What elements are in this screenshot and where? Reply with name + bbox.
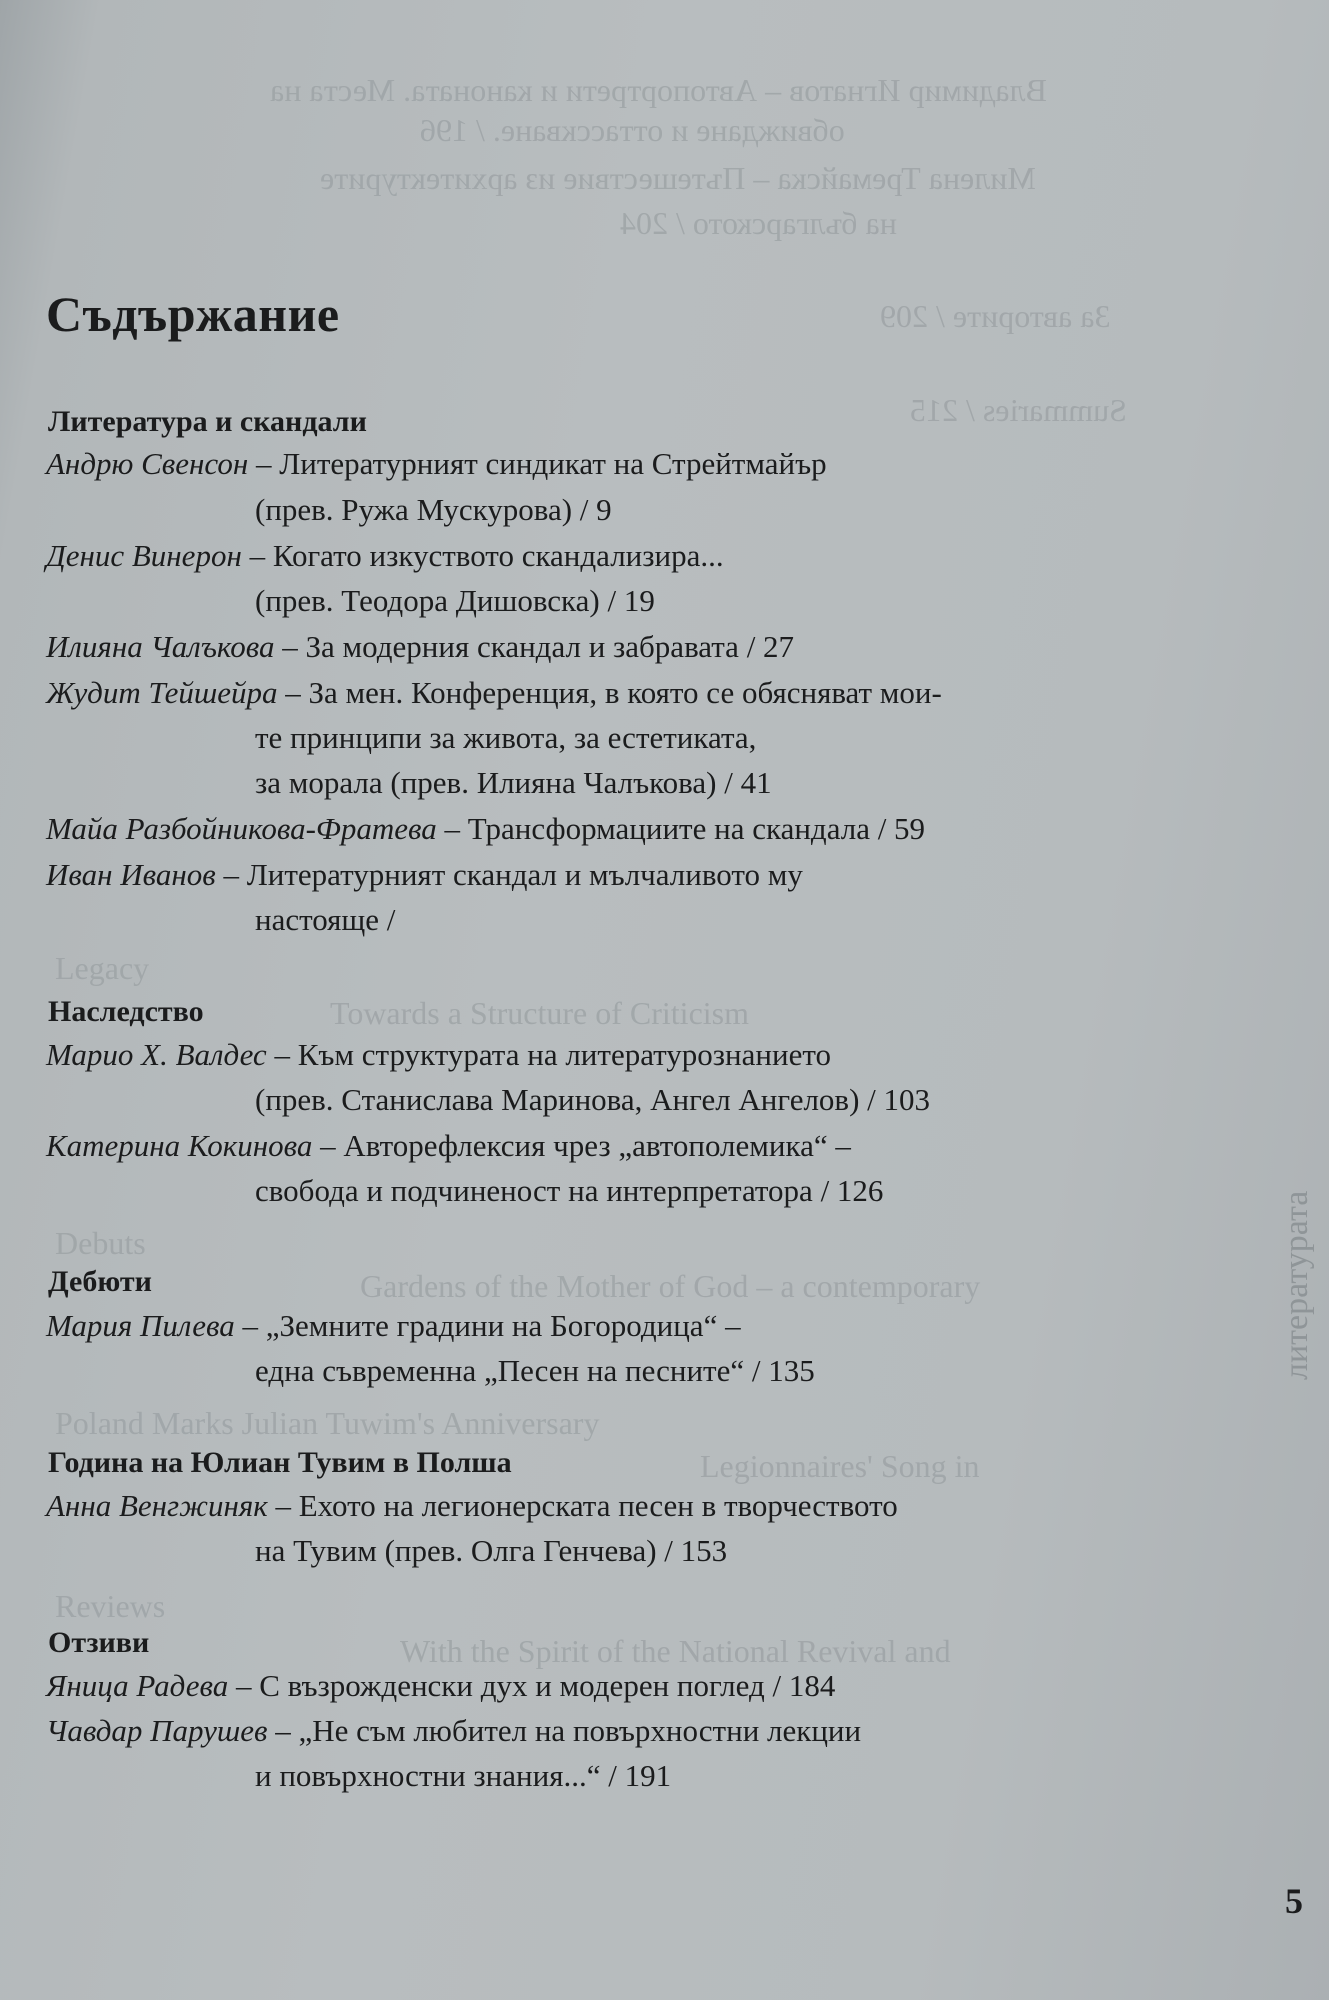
entry-author: Марио Х. Валдес bbox=[46, 1037, 267, 1072]
show-through-vertical: литературата bbox=[1278, 1190, 1315, 1380]
entry-continuation: за морала (прев. Илияна Чалъкова) / 41 bbox=[255, 765, 772, 800]
entry-title: „Не съм любител на повърхностни лекции bbox=[298, 1713, 862, 1748]
entry-dash: – bbox=[215, 857, 247, 892]
entry-title: Литературният синдикат на Стрейтмайър bbox=[279, 446, 827, 481]
entry-continuation: (прев. Теодора Дишовска) / 19 bbox=[255, 583, 655, 618]
show-through-line: на българското / 204 bbox=[620, 205, 897, 241]
entry-author: Яница Радева bbox=[46, 1668, 229, 1703]
section-title: Отзиви bbox=[48, 1626, 150, 1659]
entry-continuation: една съвременна „Песен на песните“ / 135 bbox=[255, 1353, 815, 1388]
entry-author: Майа Разбойникова-Фратева bbox=[46, 811, 437, 846]
entry-dash: – bbox=[267, 1488, 299, 1523]
entry-author: Иван Иванов bbox=[46, 857, 216, 892]
toc-entry bbox=[46, 1037, 831, 1073]
entry-continuation: (прев. Станислава Маринова, Ангел Ангелов) / 103 bbox=[255, 1082, 931, 1117]
entry-dash: – bbox=[234, 1308, 266, 1343]
entry-dash: – bbox=[228, 1668, 260, 1703]
show-through-line: Gardens of the Mother of God – a contemporary bbox=[360, 1268, 981, 1304]
toc-entry bbox=[46, 629, 794, 665]
entry-author: Андрю Свенсон bbox=[46, 446, 249, 481]
entry-title: За мен. Конференция, в която се обясняват мои- bbox=[308, 675, 942, 710]
entry-title: Към структурата на литературознанието bbox=[297, 1037, 831, 1072]
section-title: Литература и скандали bbox=[48, 405, 367, 438]
toc-entry bbox=[46, 1668, 835, 1704]
toc-entry bbox=[46, 1128, 851, 1164]
toc-entry bbox=[46, 1488, 898, 1524]
entry-continuation: и повърхностни знания...“ / 191 bbox=[255, 1758, 672, 1793]
entry-continuation: (прев. Ружа Мускурова) / 9 bbox=[255, 492, 612, 527]
entry-dash: – bbox=[266, 1037, 298, 1072]
entry-continuation: свобода и подчиненост на интерпретатора / 126 bbox=[255, 1173, 884, 1208]
toc-entry bbox=[46, 1308, 741, 1344]
show-through-line: обвиждане и оттасскване. / 196 bbox=[420, 112, 845, 148]
entry-dash: – bbox=[312, 1128, 344, 1163]
entry-title: С възрожденски дух и модерен поглед / 184 bbox=[259, 1668, 836, 1703]
entry-dash: – bbox=[436, 811, 468, 846]
show-through-line: Legacy bbox=[55, 950, 150, 986]
toc-entry bbox=[46, 538, 724, 574]
toc-entry bbox=[46, 811, 925, 847]
entry-author: Денис Винерон bbox=[46, 538, 242, 573]
toc-entry bbox=[46, 675, 942, 711]
entry-dash: – bbox=[248, 446, 280, 481]
entry-dash: – bbox=[274, 629, 306, 664]
show-through-line: Summaries / 215 bbox=[910, 392, 1127, 428]
entry-author: Катерина Кокинова bbox=[46, 1128, 313, 1163]
show-through-line: Владимир Игнатов – Автопортрети и каноната. Места на bbox=[270, 72, 1047, 108]
entry-title: Авторефлексия чрез „автополемика“ – bbox=[343, 1128, 851, 1163]
page-title: Съдържание bbox=[46, 286, 340, 342]
entry-dash: – bbox=[267, 1713, 299, 1748]
entry-title: Ехото на легионерската песен в творчеството bbox=[298, 1488, 898, 1523]
entry-author: Анна Венгжиняк bbox=[46, 1488, 268, 1523]
section-title: Година на Юлиан Тувим в Полша bbox=[48, 1446, 512, 1479]
entry-continuation: настояще / bbox=[255, 902, 396, 937]
entry-dash: – bbox=[241, 538, 273, 573]
show-through-line: Towards a Structure of Criticism bbox=[330, 995, 749, 1031]
toc-entry bbox=[46, 857, 803, 893]
entry-continuation: на Тувим (прев. Олга Генчева) / 153 bbox=[255, 1533, 728, 1568]
entry-title: „Земните градини на Богородица“ – bbox=[265, 1308, 741, 1343]
show-through-line: За авторите / 209 bbox=[880, 298, 1111, 334]
entry-author: Илияна Чалъкова bbox=[46, 629, 275, 664]
section-title: Наследство bbox=[48, 995, 204, 1028]
entry-title: Когато изкуството скандализира... bbox=[272, 538, 724, 573]
section-title: Дебюти bbox=[48, 1265, 152, 1298]
entry-continuation: те принципи за живота, за естетиката, bbox=[255, 720, 757, 755]
show-through-line: Poland Marks Julian Tuwim's Anniversary bbox=[55, 1405, 600, 1441]
show-through-line: Милена Тремайска – Пътешествие из архитектурите bbox=[320, 160, 1036, 196]
page-number: 5 bbox=[1285, 1881, 1303, 1921]
entry-title: Литературният скандал и мълчаливото му bbox=[246, 857, 803, 892]
show-through-line: Debuts bbox=[55, 1225, 146, 1261]
entry-title: За модерния скандал и забравата / 27 bbox=[305, 629, 795, 664]
entry-author: Чавдар Парушев bbox=[46, 1713, 268, 1748]
entry-author: Мария Пилева bbox=[46, 1308, 235, 1343]
toc-entry bbox=[46, 1713, 861, 1749]
entry-author: Жудит Тейшейра bbox=[46, 675, 278, 710]
show-through-line: Legionnaires' Song in bbox=[700, 1448, 980, 1484]
show-through-line: With the Spirit of the National Revival and bbox=[400, 1633, 951, 1669]
entry-dash: – bbox=[277, 675, 309, 710]
toc-entry bbox=[46, 446, 827, 482]
show-through-line: Reviews bbox=[55, 1588, 166, 1624]
entry-title: Трансформациите на скандала / 59 bbox=[467, 811, 926, 846]
